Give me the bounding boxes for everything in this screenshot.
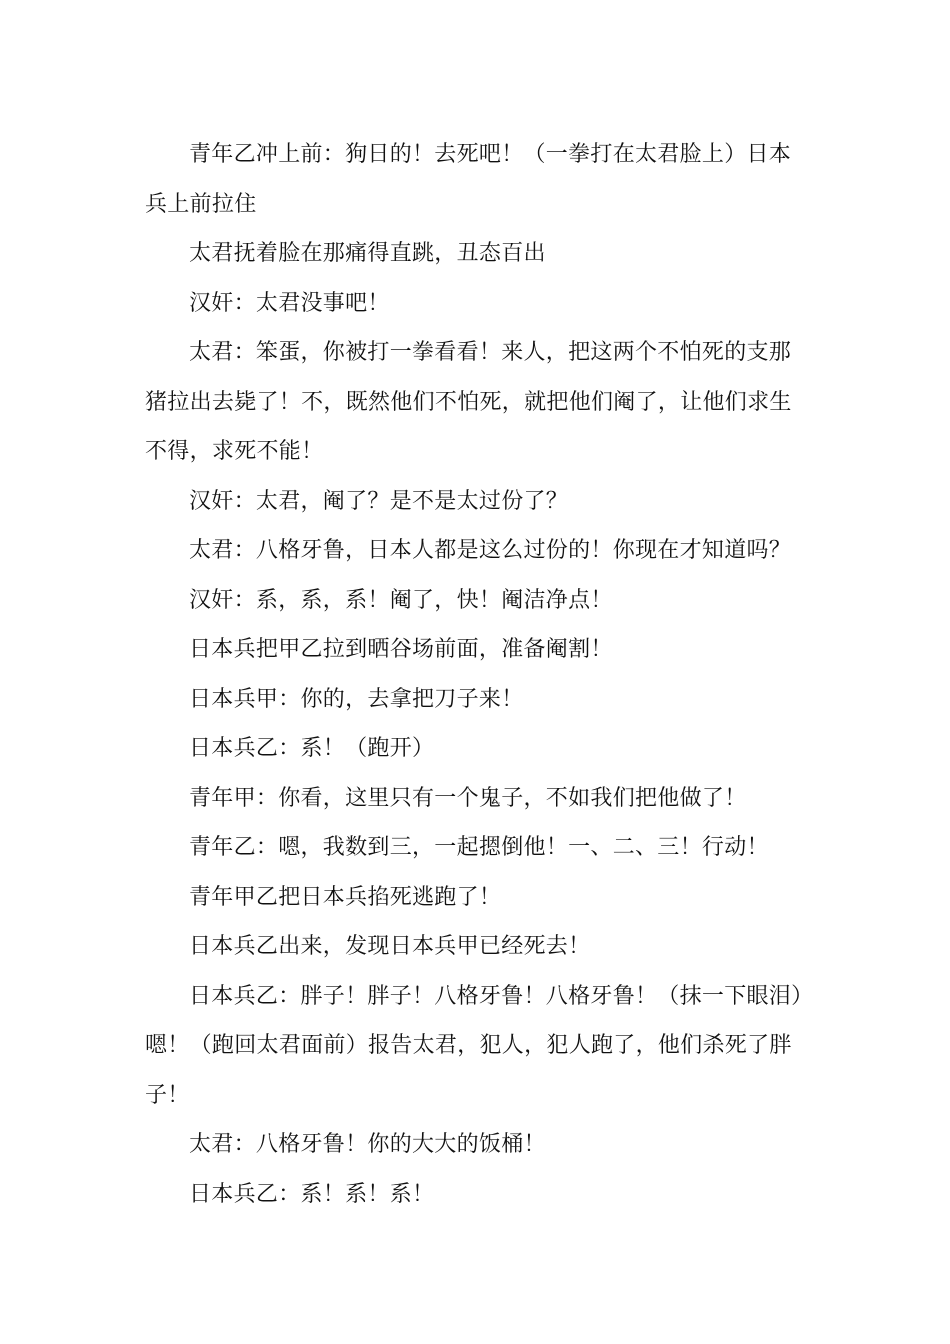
paragraph: 太君：八格牙鲁！你的大大的饭桶！ — [189, 1132, 546, 1157]
paragraph: 汉奸：太君没事吧！ — [189, 290, 390, 316]
paragraph: 青年乙冲上前：狗日的！去死吧！（一拳打在太君脸上）日本兵上前拉住 — [145, 142, 792, 217]
paragraph: 汉奸：系，系，系！阉了，快！阉洁净点！ — [189, 587, 613, 613]
paragraph: 日本兵乙：胖子！胖子！八格牙鲁！八格牙鲁！（抹一下眼泪）嗯！（跑回太君面前）报告太君，犯人，犯人跑了，他们杀死了胖子！ — [145, 983, 803, 1108]
paragraph: 青年甲：你看，这里只有一个鬼子，不如我们把他做了！ — [189, 785, 747, 811]
paragraph: 太君抚着脸在那痛得直跳，丑态百出 — [189, 241, 546, 266]
paragraph: 汉奸：太君，阉了？是不是太过份了？ — [189, 488, 569, 514]
paragraph: 日本兵乙：系！系！系！ — [189, 1181, 435, 1207]
paragraph: 日本兵乙：系！（跑开） — [189, 736, 435, 761]
paragraph: 青年甲乙把日本兵掐死逃跑了！ — [189, 884, 502, 910]
paragraph: 日本兵甲：你的，去拿把刀子来！ — [189, 686, 524, 712]
paragraph: 日本兵把甲乙拉到晒谷场前面，准备阉割！ — [189, 637, 613, 662]
paragraph: 太君：八格牙鲁，日本人都是这么过份的！你现在才知道吗？ — [189, 538, 792, 563]
paragraph: 太君：笨蛋，你被打一拳看看！来人，把这两个不怕死的支那猪拉出去毙了！不，既然他们不怕死，就把他们阉了，让他们求生不得，求死不能！ — [145, 340, 792, 464]
paragraph: 日本兵乙出来，发现日本兵甲已经死去！ — [189, 934, 591, 959]
document-body — [145, 130, 807, 1219]
paragraph: 青年乙：嗯，我数到三，一起摁倒他！一、二、三！行动！ — [189, 835, 769, 860]
